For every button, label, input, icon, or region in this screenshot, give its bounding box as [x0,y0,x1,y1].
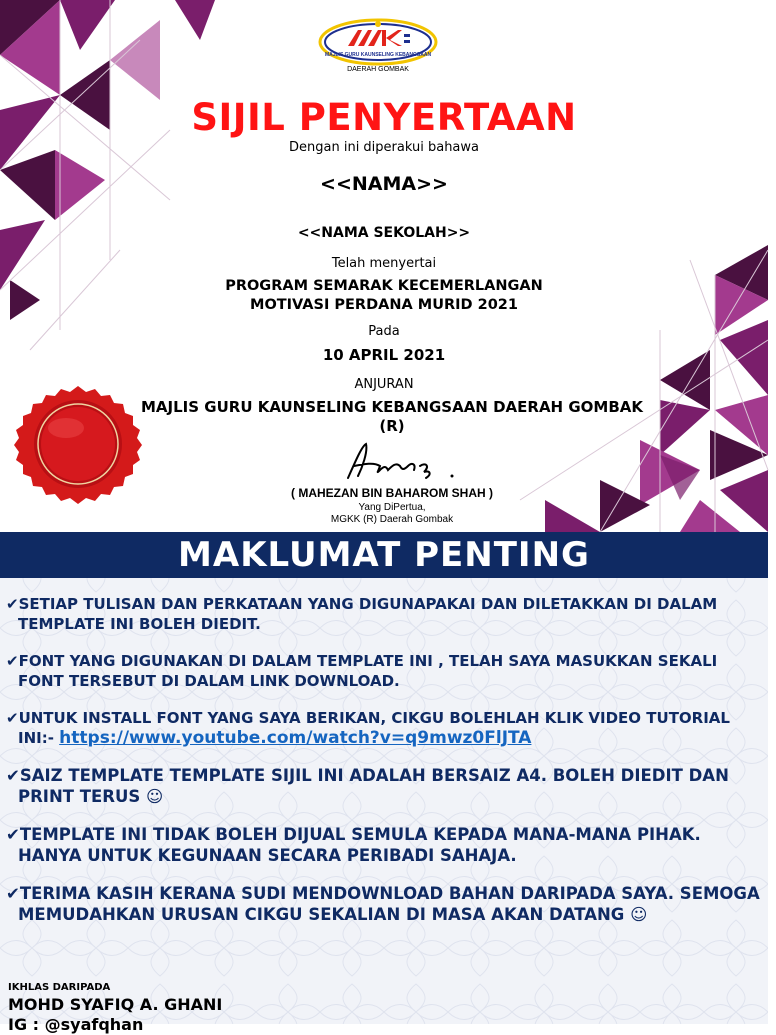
date-prefix-label: Pada [368,324,400,339]
note-text: ✔FONT YANG DIGUNAKAN DI DALAM TEMPLATE INI , TELAH SAYA MASUKKAN SEKALI FONT TERSEBUT DI DALAM LINK DOWNLOAD. [6,652,718,690]
certificate-subtitle: Dengan ini diperakui bahawa [289,140,479,155]
info-note-5 [6,824,766,866]
youtube-tutorial-link[interactable]: https://www.youtube.com/watch?v=q9mwz0FlJTA [59,728,532,748]
info-note-2 [6,651,766,691]
note-text: ✔UNTUK INSTALL FONT YANG SAYA BERIKAN, CIKGU BOLEHLAH KLIK VIDEO TUTORIAL INI:- [6,709,730,747]
organizer-line-1: MAJLIS GURU KAUNSELING KEBANGSAAN DAERAH GOMBAK [141,398,643,416]
certificate-title: SIJIL PENYERTAAN [191,96,577,139]
logo-district-text: DAERAH GOMBAK [347,66,409,73]
program-line-2: MOTIVASI PERDANA MURID 2021 [250,297,518,313]
info-section [0,532,768,1034]
info-note-4 [6,765,766,807]
from-name: MOHD SYAFIQ A. GHANI [8,995,223,1014]
info-note-3 [6,708,766,748]
from-label: IKHLAS DARIPADA [8,982,111,993]
school-placeholder: <<NAMA SEKOLAH>> [297,225,471,241]
program-line-1: PROGRAM SEMARAK KECEMERLANGAN [225,278,543,294]
signatory-role-1: Yang DiPertua, [358,502,426,513]
note-text: ✔TEMPLATE INI TIDAK BOLEH DIJUAL SEMULA KEPADA MANA-MANA PIHAK. HANYA UNTUK KEGUNAAN SECARA PERIBADI SAHAJA. [6,825,701,865]
sender-block [8,981,222,1035]
signatory-name: ( MAHEZAN BIN BAHAROM SHAH ) [291,486,493,500]
note-text: ✔SETIAP TULISAN DAN PERKATAAN YANG DIGUNAPAKAI DAN DILETAKKAN DI DALAM TEMPLATE INI BOLEH DIEDIT. [6,595,718,633]
participated-label: Telah menyertai [331,256,437,271]
signatory-role-2: MGKK (R) Daerah Gombak [330,514,454,525]
info-note-1 [6,594,766,634]
organizer-line-2: (R) [379,417,405,435]
signature-mark [340,440,460,486]
name-placeholder: <<NAMA>> [320,173,448,195]
from-instagram: IG : @syafqhan [8,1015,144,1034]
event-date: 10 APRIL 2021 [322,346,446,364]
note-text: ✔TERIMA KASIH KERANA SUDI MENDOWNLOAD BAHAN DARIPADA SAYA. SEMOGA MEMUDAHKAN URUSAN CIKGU SEKALIAN DI MASA AKAN DATANG ☺ [6,884,760,924]
red-seal-icon [12,384,144,502]
mgkk-logo [318,18,438,76]
info-note-6 [6,883,766,925]
note-text: ✔SAIZ TEMPLATE TEMPLATE SIJIL INI ADALAH BERSAIZ A4. BOLEH DIEDIT DAN PRINT TERUS ☺ [6,766,729,806]
important-info-banner: MAKLUMAT PENTING [0,532,768,578]
info-notes-list [6,594,766,942]
organized-label: ANJURAN [354,377,414,392]
logo-org-text: MAJLIS GURU KAUNSELING KEBANGSAAN [324,52,432,58]
